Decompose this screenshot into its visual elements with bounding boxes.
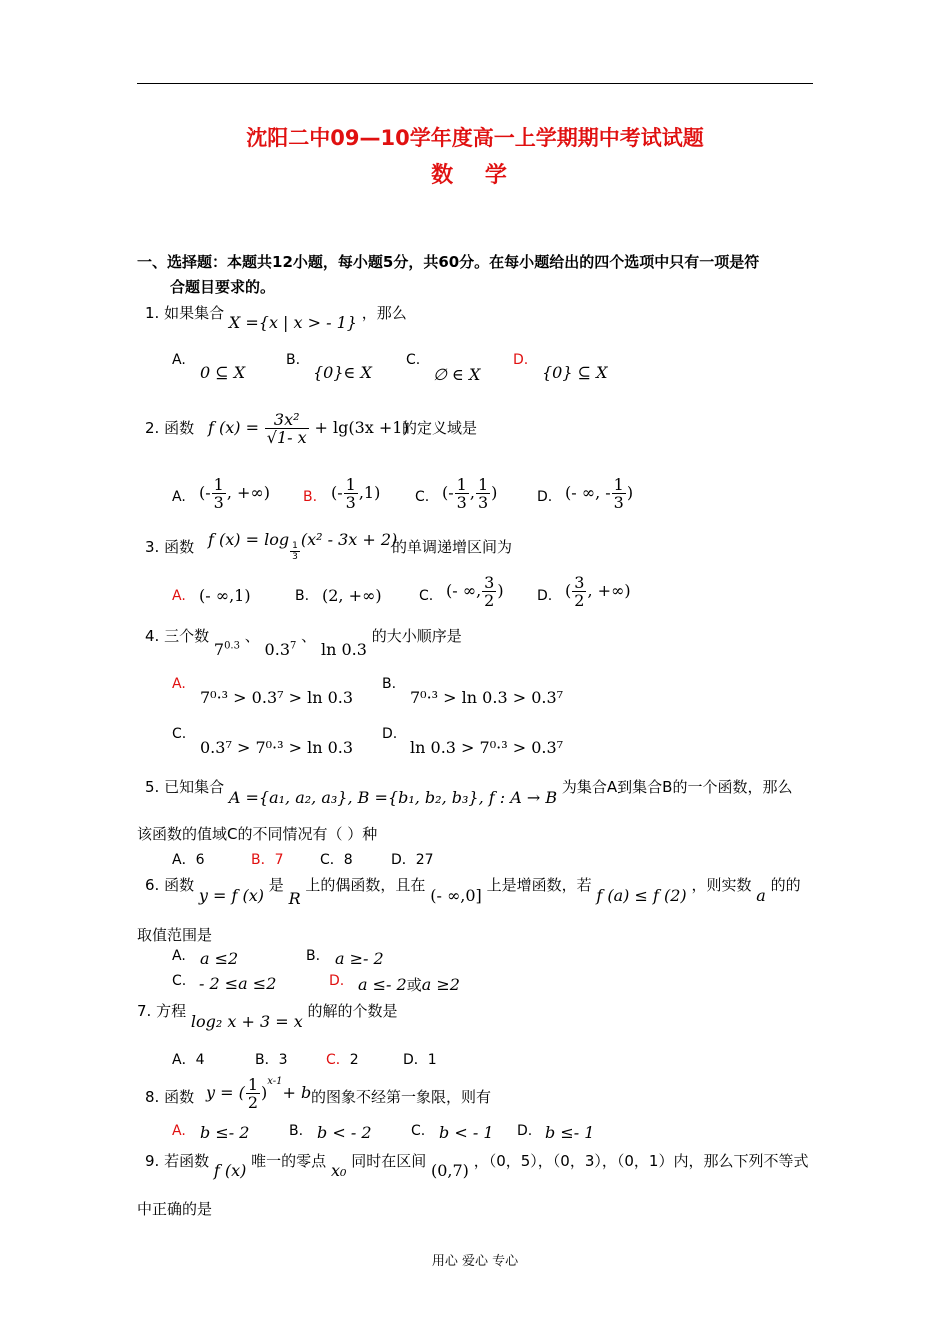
q6-d-or: 或: [406, 976, 422, 994]
q4-n2: [265, 640, 297, 659]
q3-c-option: [446, 574, 504, 609]
q2-a-frac: [212, 476, 226, 511]
section-heading-line2: 合题目要求的。: [170, 278, 276, 296]
q6-m3: (- ∞,0]: [430, 886, 482, 905]
q7-c-value: 2: [349, 1052, 359, 1068]
q2-c-den1: 3: [456, 493, 467, 512]
q2-c-label: C.: [415, 489, 430, 505]
q7-b-text: B．3: [255, 1052, 288, 1068]
exam-subject: 数 学: [431, 163, 519, 188]
q3-d-den: 2: [574, 591, 585, 610]
q8-b-text: b < - 2: [317, 1123, 372, 1142]
q2-a-den: 3: [213, 493, 224, 512]
q1-stem-math: X ={x | x > - 1}: [228, 313, 357, 332]
q2-b-post: ,1): [358, 483, 381, 502]
q4-a-label: A.: [172, 676, 186, 692]
q2-d-option: [565, 476, 633, 511]
q2-b-pre: (-: [331, 483, 343, 502]
q3-stem-pre: 3. 函数: [145, 538, 195, 556]
q4-n3: ln 0.3: [320, 640, 367, 659]
q3-b-label: B.: [295, 588, 310, 604]
q2-d-post: ): [626, 483, 634, 502]
q8-stem-pre: 8. 函数: [145, 1088, 195, 1106]
q1-d-text: {0} ⊆ X: [542, 363, 608, 382]
q5-line2: 该函数的值域C的不同情况有（ ）种: [137, 825, 378, 843]
q3-c-label: C.: [419, 588, 434, 604]
q4-c-text: 0.3⁷ > 7⁰·³ > ln 0.3: [200, 738, 354, 757]
q3-d-option: [565, 574, 631, 609]
q6-b-text: a ≥- 2: [335, 949, 384, 968]
q2-formula: [208, 411, 409, 446]
q2-numerator: 3x²: [265, 411, 309, 429]
q6-a-text: a ≤2: [200, 949, 239, 968]
q2-b-den: 3: [345, 493, 356, 512]
q9-m3: (0,7): [430, 1161, 469, 1180]
q4-n1-base: 7: [213, 640, 225, 659]
q6-stem-pre: 6. 函数: [145, 876, 195, 894]
q2-c-frac2: [476, 476, 490, 511]
q3-c-num: 3: [484, 573, 495, 592]
q2-d-label: D.: [537, 489, 553, 505]
q8-d-label: D.: [517, 1123, 533, 1139]
q7-stem-post: 的解的个数是: [307, 1002, 398, 1020]
q6-t1: 是: [268, 876, 284, 894]
q2-stem-post: 的定义域是: [402, 419, 478, 437]
q6-t5: 的的: [770, 876, 801, 894]
q7-c-label: C．: [326, 1052, 350, 1068]
q4-n2-base: 0.3: [264, 640, 290, 659]
q4-stem-pre: 4. 三个数: [145, 627, 210, 645]
q6-d-text2: a ≥2: [421, 975, 460, 994]
q8-frac: [246, 1076, 260, 1111]
q3-c-post: ): [497, 581, 504, 600]
q3-d-post: , +∞): [587, 581, 631, 600]
q3-log-base: [290, 541, 300, 562]
q8-exp: x-1: [267, 1076, 283, 1087]
q5-b-text: [251, 849, 284, 869]
q5-stem: [145, 776, 793, 807]
q6-m1: y = f (x): [198, 886, 265, 905]
q3-d-num: 3: [574, 573, 585, 592]
q3-a-text: (- ∞,1): [199, 586, 251, 605]
q1-d-label: D.: [513, 352, 529, 368]
q1-b-label: B.: [286, 352, 301, 368]
q8-m-tail: + b: [282, 1083, 312, 1102]
q2-a-option: [199, 476, 270, 511]
header-rule: [137, 83, 813, 84]
q2-c-num2: 1: [477, 475, 489, 494]
q3-b-text: (2, +∞): [322, 586, 382, 605]
q7-stem-pre: 7. 方程: [137, 1002, 187, 1020]
q9-t1: 唯一的零点: [251, 1152, 327, 1170]
q4-stem: [145, 625, 462, 659]
q8-num: 1: [247, 1075, 259, 1094]
q2-denominator: √1- x: [266, 428, 307, 447]
q4-a-text: 7⁰·³ > 0.3⁷ > ln 0.3: [200, 688, 354, 707]
q6-t4: ，则实数: [691, 876, 752, 894]
q2-b-label: B.: [303, 489, 318, 505]
q2-d-frac: [612, 476, 626, 511]
q4-stem-post: 的大小顺序是: [371, 627, 462, 645]
q3-a-label: A.: [172, 588, 186, 604]
q7-stem: [137, 1000, 398, 1031]
q8-c-label: C.: [411, 1123, 426, 1139]
q7-d-text: D．1: [403, 1052, 437, 1068]
q5-stem-pre: 5. 已知集合: [145, 778, 225, 796]
q8-m-post: ): [261, 1083, 268, 1102]
q2-a-post: , +∞): [226, 483, 270, 502]
q6-t3: 上是增函数，若: [486, 876, 592, 894]
q4-sep1: 、: [244, 627, 260, 645]
q9-t2: 同时在区间: [351, 1152, 427, 1170]
q2-stem-pre: 2. 函数: [145, 419, 195, 437]
q2-c-post: ): [491, 483, 498, 502]
q9-stem-pre: 9. 若函数: [145, 1152, 210, 1170]
q4-b-text: 7⁰·³ > ln 0.3 > 0.3⁷: [410, 688, 564, 707]
q6-c-text: - 2 ≤a ≤2: [199, 974, 277, 993]
q6-d-text1: a ≤- 2: [358, 975, 407, 994]
q6-c-label: C.: [172, 973, 187, 989]
q3-arg: (x² - 3x + 2): [300, 530, 398, 549]
q4-n2-exp: 7: [290, 640, 297, 652]
q3-base-num: 1: [292, 541, 298, 551]
q9-stem: [145, 1150, 809, 1180]
q8-den: 2: [247, 1093, 259, 1112]
q1-a-label: A.: [172, 352, 186, 368]
q5-b-label: B．7: [251, 852, 284, 868]
q2-fraction: [265, 411, 309, 446]
q2-c-num1: 1: [456, 475, 467, 494]
q6-stem: [145, 874, 801, 908]
q5-d-text: D．27: [391, 852, 434, 868]
q6-t2: 上的偶函数，且在: [305, 876, 426, 894]
q5-stem-math: A ={a₁, a₂, a₃}, B ={b₁, b₂, b₃}, f : A → B: [228, 788, 558, 807]
q3-d-frac: [572, 574, 586, 609]
q6-d-label: D.: [329, 973, 345, 989]
q7-stem-math: log₂ x + 3 = x: [190, 1012, 303, 1031]
q8-a-label: A.: [172, 1123, 186, 1139]
q2-fx: f (x) =: [208, 418, 260, 437]
exam-title: 沈阳二中09—10学年度高一上学期期中考试试题: [246, 126, 704, 150]
q7-a-text: A．4: [172, 1052, 205, 1068]
q3-c-pre: (- ∞,: [446, 581, 482, 600]
q8-stem-post: 的图象不经第一象限，则有: [311, 1088, 492, 1106]
q9-m2: x₀: [330, 1161, 347, 1180]
page-footer: 用心 爱心 专心: [431, 1254, 519, 1269]
q3-formula: [208, 530, 397, 562]
q1-stem-pre: 1. 如果集合: [145, 304, 225, 322]
q1-stem: [145, 302, 407, 332]
q2-c-den2: 3: [477, 493, 489, 512]
q2-d-pre: (- ∞, -: [565, 483, 611, 502]
q2-c-frac1: [455, 476, 469, 511]
q2-a-num: 1: [213, 475, 224, 494]
q4-d-text: ln 0.3 > 7⁰·³ > 0.3⁷: [410, 738, 564, 757]
q6-a-label: A.: [172, 948, 186, 964]
q3-d-pre: (: [565, 581, 572, 600]
q5-c-text: C．8: [320, 852, 353, 868]
q3-d-label: D.: [537, 588, 553, 604]
q1-c-label: C.: [406, 352, 421, 368]
q3-stem-post: 的单调递增区间为: [392, 538, 513, 556]
q9-m1: f (x): [213, 1161, 247, 1180]
q4-c-label: C.: [172, 726, 187, 742]
q6-m4: f (a) ≤ f (2): [596, 886, 687, 905]
q2-b-num: 1: [345, 475, 356, 494]
q4-n1-exp: 0.3: [224, 640, 240, 652]
q8-c-text: b < - 1: [439, 1123, 494, 1142]
q1-c-text: ∅ ∈ X: [433, 365, 481, 384]
q6-m2: R: [288, 889, 301, 908]
q8-d-text: b ≤- 1: [545, 1123, 595, 1142]
q8-formula: [206, 1076, 311, 1111]
q2-b-frac: [344, 476, 358, 511]
q1-stem-post: ，那么: [361, 304, 407, 322]
q1-a-text: 0 ⊆ X: [200, 363, 246, 382]
q2-c-option: (- $\frac{1}{3}$ , $\frac{1}{3}$ ): [442, 475, 498, 512]
q4-sep2: 、: [301, 627, 317, 645]
section-heading-line1: 一、选择题：本题共12小题，每小题5分，共60分。在每小题给出的四个选项中只有一项是符: [137, 253, 760, 271]
q1-b-text: {0}∈ X: [313, 363, 372, 382]
q4-n1: [214, 640, 240, 659]
q5-a-text: A．6: [172, 852, 205, 868]
q5-stem-post: 为集合A到集合B的一个函数，那么: [561, 778, 793, 796]
q8-m-pre: y = (: [206, 1083, 245, 1102]
q8-b-label: B.: [289, 1123, 304, 1139]
q2-a-label: A.: [172, 489, 186, 505]
q3-c-frac: [482, 574, 496, 609]
q2-d-den: 3: [613, 493, 624, 512]
q8-a-text: b ≤- 2: [200, 1123, 250, 1142]
q3-fx: f (x) = log: [208, 530, 290, 549]
q2-b-option: [331, 476, 380, 511]
q6-m5: a: [756, 886, 766, 905]
q2-d-num: 1: [613, 475, 624, 494]
q4-b-label: B.: [382, 676, 397, 692]
q6-d-option: [358, 974, 460, 995]
q2-rest: + lg(3x +1): [314, 418, 409, 437]
q2-c-pre: (-: [442, 483, 454, 502]
q3-c-den: 2: [484, 591, 495, 610]
q6-line2: 取值范围是: [137, 926, 213, 944]
q2-a-pre: (-: [199, 483, 211, 502]
q9-t3: ，（0，5），（0，3），（0，1）内，那么下列不等式: [473, 1152, 809, 1170]
q3-base-den: 3: [292, 552, 298, 562]
q9-line2: 中正确的是: [137, 1200, 213, 1218]
q7-c-text: [326, 1049, 359, 1069]
q6-b-label: B.: [306, 948, 321, 964]
q4-d-label: D.: [382, 726, 398, 742]
